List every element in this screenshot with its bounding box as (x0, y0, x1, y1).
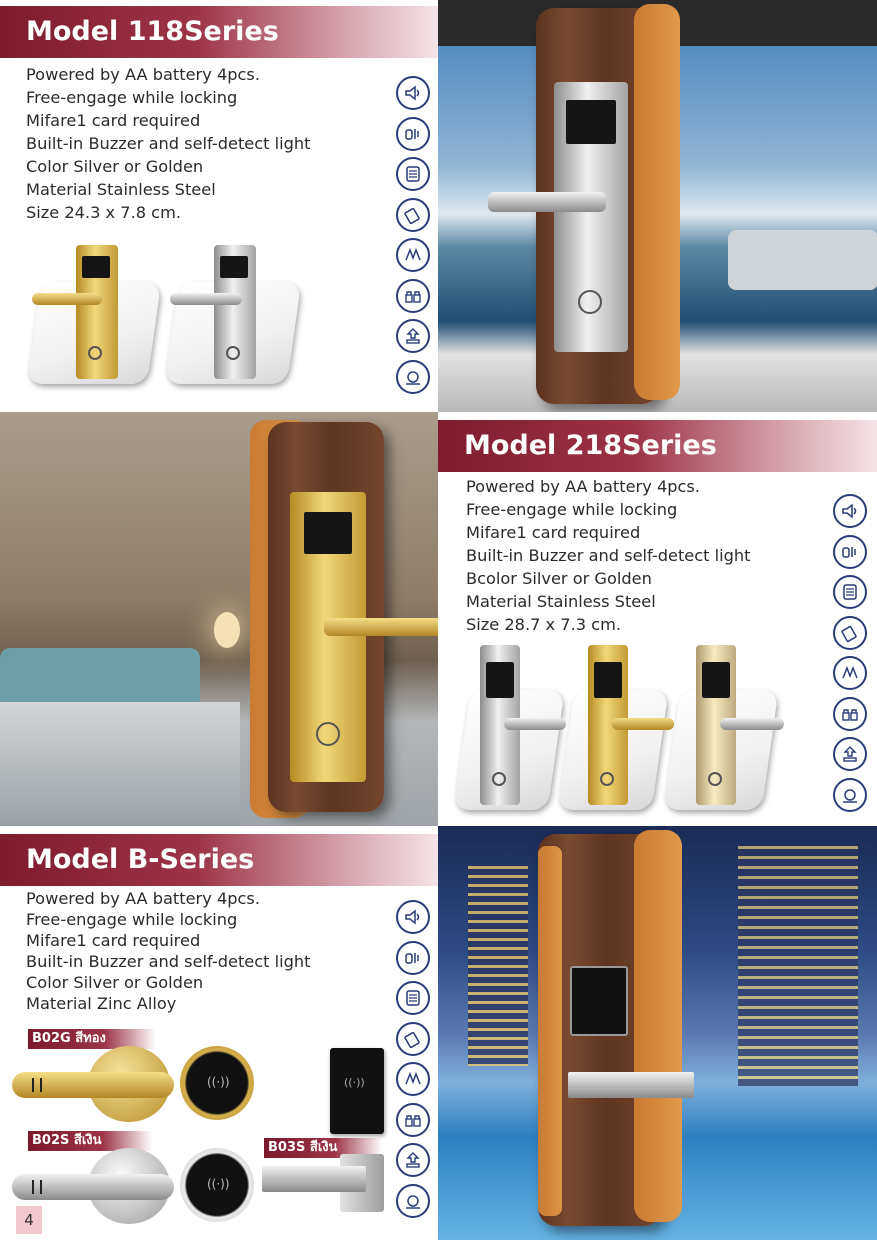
product-photo-bedroom (0, 412, 438, 826)
spec-item: Material Stainless Steel (466, 592, 656, 611)
spec-item: Powered by AA battery 4pcs. (26, 889, 260, 908)
product-photo-night-pool (438, 826, 877, 1240)
product-b02s-reader: ((·)) (180, 1148, 254, 1222)
variant-tag-b02s: B02S สีเงิน (28, 1131, 152, 1151)
lock-pair-icon (833, 697, 867, 731)
spec-list (466, 475, 751, 636)
feature-icon-column (396, 76, 436, 400)
buzzer-light-icon (396, 941, 430, 975)
alarm-icon (833, 778, 867, 812)
spec-item: Powered by AA battery 4pcs. (466, 477, 700, 496)
feature-icon-column (396, 900, 436, 1224)
card-swipe-icon (396, 1022, 430, 1056)
spec-list (26, 63, 311, 224)
spec-item: Material Stainless Steel (26, 180, 216, 199)
speaker-icon (396, 76, 430, 110)
spec-item: Free-engage while locking (26, 910, 238, 929)
variant-tag-b02g: B02G สีทอง (28, 1029, 156, 1049)
zigzag-signal-icon (396, 238, 430, 272)
spec-item: Mifare1 card required (466, 523, 641, 542)
spec-item: Built-in Buzzer and self-detect light (26, 952, 311, 971)
section-title: Model 218Series (438, 420, 877, 472)
spec-item: Size 28.7 x 7.3 cm. (466, 615, 621, 634)
buzzer-light-icon (396, 117, 430, 151)
battery-icon (396, 157, 430, 191)
lock-pair-icon (396, 1103, 430, 1137)
speaker-icon (396, 900, 430, 934)
spec-item: Color Silver or Golden (26, 973, 204, 992)
battery-icon (396, 981, 430, 1015)
spec-item: Mifare1 card required (26, 111, 201, 130)
alarm-icon (396, 360, 430, 394)
spec-item: Powered by AA battery 4pcs. (26, 65, 260, 84)
product-b03s-reader: ((·)) (330, 1048, 384, 1134)
spec-list (26, 888, 311, 1014)
spec-item: Free-engage while locking (26, 88, 238, 107)
spec-item: Mifare1 card required (26, 931, 201, 950)
upload-data-icon (396, 1143, 430, 1177)
card-swipe-icon (833, 616, 867, 650)
battery-icon (833, 575, 867, 609)
buzzer-light-icon (833, 535, 867, 569)
alarm-icon (396, 1184, 430, 1218)
spec-item: Built-in Buzzer and self-detect light (466, 546, 751, 565)
zigzag-signal-icon (833, 656, 867, 690)
zigzag-signal-icon (396, 1062, 430, 1096)
variant-tag-b03s: B03S สีเงิน (264, 1138, 382, 1158)
section-title: Model B-Series (0, 834, 438, 886)
page-number: 4 (16, 1206, 42, 1234)
product-photo-poolside (438, 0, 877, 412)
speaker-icon (833, 494, 867, 528)
spec-item: Size 24.3 x 7.8 cm. (26, 203, 181, 222)
product-b02g-reader: ((·)) (180, 1046, 254, 1120)
upload-data-icon (396, 319, 430, 353)
feature-icon-column (833, 494, 873, 818)
spec-item: Free-engage while locking (466, 500, 678, 519)
lock-pair-icon (396, 279, 430, 313)
spec-item: Material Zinc Alloy (26, 994, 177, 1013)
upload-data-icon (833, 737, 867, 771)
spec-item: Bcolor Silver or Golden (466, 569, 652, 588)
section-title: Model 118Series (0, 6, 438, 58)
spec-item: Color Silver or Golden (26, 157, 204, 176)
card-swipe-icon (396, 198, 430, 232)
spec-item: Built-in Buzzer and self-detect light (26, 134, 311, 153)
